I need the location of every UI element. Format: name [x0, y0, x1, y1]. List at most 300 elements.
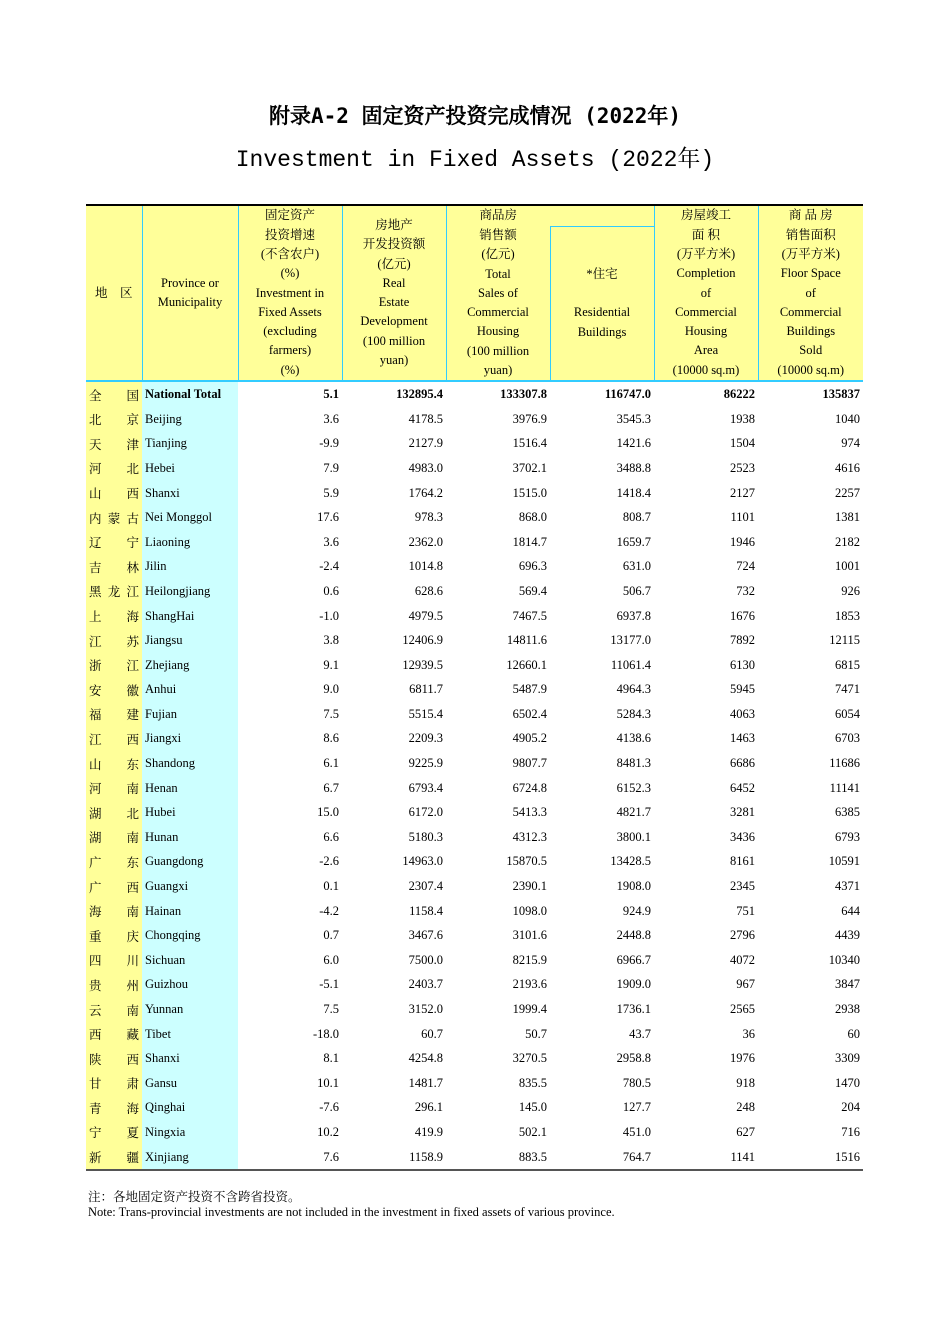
- value-cell: 1516: [758, 1145, 863, 1171]
- region-en-cell: Gansu: [142, 1071, 238, 1096]
- region-en-cell: Hainan: [142, 899, 238, 924]
- value-cell: -1.0: [319, 608, 339, 623]
- value-cell: 4616: [835, 460, 860, 475]
- table-row: [86, 751, 863, 776]
- header-line: Buildings: [577, 324, 627, 339]
- header-line: (100 million: [362, 333, 426, 348]
- total-row: [86, 381, 863, 407]
- value-cell: 2127: [730, 485, 755, 500]
- table-row: [86, 432, 863, 457]
- header-line: yuan): [483, 363, 513, 378]
- value-cell: 2209.3: [408, 731, 443, 746]
- value-cell: 974: [841, 436, 860, 451]
- region-cn-header: 地 区: [86, 205, 142, 381]
- header-line: 面 积: [691, 227, 721, 242]
- table-row: [86, 530, 863, 555]
- header-line: 开发投资额: [362, 237, 426, 252]
- value-cell: 1659.7: [616, 534, 651, 549]
- header-line: Sales of: [478, 285, 518, 300]
- investment-table: [86, 204, 863, 1171]
- value-cell: 1158.9: [342, 1145, 446, 1171]
- value-cell: 1481.7: [408, 1075, 443, 1090]
- value-cell: 1814.7: [512, 534, 547, 549]
- table-row: [86, 456, 863, 481]
- value-cell: 3847: [835, 977, 860, 992]
- col4-header: [550, 226, 654, 381]
- region-en-cell: Tibet: [142, 1022, 238, 1047]
- value-cell: 4439: [835, 928, 860, 943]
- value-cell: 11686: [829, 756, 860, 771]
- region-cn-cell: 山东: [86, 751, 142, 776]
- table-row: [86, 628, 863, 653]
- region-cn-cell: 海南: [86, 899, 142, 924]
- header-line: Completion: [676, 266, 736, 281]
- value-cell: 4371: [835, 879, 860, 894]
- value-cell: 3976.9: [512, 411, 547, 426]
- value-cell: 3.6: [323, 534, 339, 549]
- value-cell: 2565: [730, 1002, 755, 1017]
- header-line: 商 品 房: [788, 208, 833, 223]
- col2-header: [342, 205, 446, 381]
- value-cell: 2182: [835, 534, 860, 549]
- table-row: [86, 776, 863, 801]
- value-cell: 6811.7: [409, 682, 443, 697]
- value-cell: 9.0: [323, 682, 339, 697]
- value-cell: 1938: [730, 411, 755, 426]
- region-cn-cell: 湖南: [86, 825, 142, 850]
- table-row: [86, 850, 863, 875]
- table-row: [86, 727, 863, 752]
- value-cell: 2523: [730, 460, 755, 475]
- value-cell: 6385: [835, 805, 860, 820]
- value-cell: 780.5: [622, 1075, 651, 1090]
- value-cell: 569.4: [518, 583, 547, 598]
- value-cell: 732: [736, 583, 755, 598]
- value-cell: 5.1: [238, 381, 342, 407]
- region-cn-cell: 北京: [86, 407, 142, 432]
- region-cn-cell: 安徽: [86, 678, 142, 703]
- value-cell: 967: [736, 977, 755, 992]
- value-cell: 1470: [835, 1075, 860, 1090]
- value-cell: 204: [841, 1100, 860, 1115]
- value-cell: 6.6: [323, 829, 339, 844]
- header-line: Estate: [378, 295, 410, 310]
- value-cell: 631.0: [622, 559, 651, 574]
- value-cell: 808.7: [622, 510, 651, 525]
- value-cell: 1676: [730, 608, 755, 623]
- value-cell: 751: [736, 903, 755, 918]
- value-cell: 15870.5: [506, 854, 547, 869]
- region-en-cell: Zhejiang: [142, 653, 238, 678]
- region-cn-cell: 浙江: [86, 653, 142, 678]
- table-row: [86, 579, 863, 604]
- header-line: Housing: [684, 324, 728, 339]
- header-line: of: [700, 285, 712, 300]
- region-en-cell: Shanxi: [142, 1046, 238, 1071]
- region-en-cell: Guangdong: [142, 850, 238, 875]
- value-cell: 4821.7: [616, 805, 651, 820]
- value-cell: 17.6: [317, 510, 339, 525]
- value-cell: 1158.4: [409, 903, 443, 918]
- value-cell: 6172.0: [408, 805, 443, 820]
- value-cell: -4.2: [319, 903, 339, 918]
- value-cell: 1946: [730, 534, 755, 549]
- region-cn-cell: 天津: [86, 432, 142, 457]
- region-en-cell: Yunnan: [142, 997, 238, 1022]
- header-line: Buildings: [786, 324, 836, 339]
- value-cell: 835.5: [518, 1075, 547, 1090]
- value-cell: 50.7: [525, 1026, 547, 1041]
- value-cell: 1909.0: [616, 977, 651, 992]
- value-cell: 2958.8: [616, 1051, 651, 1066]
- region-en-cell: Xinjiang: [142, 1145, 238, 1171]
- region-cn-cell: 四川: [86, 948, 142, 973]
- value-cell: 1504: [730, 436, 755, 451]
- header-line: (100 million: [466, 343, 530, 358]
- value-cell: 6.7: [323, 780, 339, 795]
- value-cell: 1001: [835, 559, 860, 574]
- value-cell: 1381: [835, 510, 860, 525]
- region-cn-cell: 陕西: [86, 1046, 142, 1071]
- value-cell: 1014.8: [408, 559, 443, 574]
- table-body: [86, 381, 863, 1170]
- header-line: yuan): [379, 353, 409, 368]
- value-cell: -2.4: [319, 559, 339, 574]
- value-cell: 6815: [835, 657, 860, 672]
- table-row: [86, 1145, 863, 1171]
- value-cell: 9807.7: [512, 756, 547, 771]
- region-cn-cell: 甘肃: [86, 1071, 142, 1096]
- region-en-cell: ShangHai: [142, 604, 238, 629]
- value-cell: 2257: [835, 485, 860, 500]
- value-cell: 4312.3: [512, 829, 547, 844]
- value-cell: 924.9: [622, 903, 651, 918]
- header-line: 投资增速: [264, 227, 315, 242]
- value-cell: 7.6: [238, 1145, 342, 1171]
- header-line: Floor Space: [780, 266, 841, 281]
- value-cell: 3436: [730, 829, 755, 844]
- header-line: 房屋竣工: [680, 208, 731, 223]
- table-row: [86, 653, 863, 678]
- value-cell: 8215.9: [512, 952, 547, 967]
- col3-header-line1: 商品房: [479, 208, 517, 222]
- value-cell: 6703: [835, 731, 860, 746]
- region-cn-cell: 广东: [86, 850, 142, 875]
- region-en-cell: Jiangsu: [142, 628, 238, 653]
- value-cell: -9.9: [319, 436, 339, 451]
- value-cell: 419.9: [414, 1124, 443, 1139]
- region-cn-cell: 河南: [86, 776, 142, 801]
- header-line: Investment in: [255, 285, 325, 300]
- value-cell: 3.6: [323, 411, 339, 426]
- value-cell: 4138.6: [616, 731, 651, 746]
- value-cell: 8.1: [323, 1051, 339, 1066]
- value-cell: 716: [841, 1124, 860, 1139]
- header-line: (亿元): [481, 247, 515, 262]
- value-cell: 7467.5: [512, 608, 547, 623]
- region-cn-cell: 吉林: [86, 555, 142, 580]
- value-cell: -5.1: [319, 977, 339, 992]
- header-line: (万平方米): [781, 246, 840, 261]
- value-cell: 6686: [730, 756, 755, 771]
- value-cell: 15.0: [317, 805, 339, 820]
- value-cell: 6.1: [323, 756, 339, 771]
- table-row: [86, 604, 863, 629]
- table-row: [86, 948, 863, 973]
- table-row: [86, 899, 863, 924]
- table-row: [86, 702, 863, 727]
- value-cell: 11061.4: [610, 657, 651, 672]
- page-title-en: Investment in Fixed Assets (2022年): [235, 147, 715, 173]
- value-cell: 8161: [730, 854, 755, 869]
- region-en-cell: Chongqing: [142, 923, 238, 948]
- region-cn-cell: 江苏: [86, 628, 142, 653]
- header-line: (10000 sq.m): [777, 362, 845, 377]
- value-cell: 4063: [730, 706, 755, 721]
- value-cell: 4072: [730, 952, 755, 967]
- header-row-top: [86, 205, 863, 226]
- table-row: [86, 923, 863, 948]
- value-cell: 6152.3: [616, 780, 651, 795]
- region-en-cell: Hunan: [142, 825, 238, 850]
- value-cell: 1736.1: [616, 1002, 651, 1017]
- value-cell: 868.0: [518, 510, 547, 525]
- value-cell: 6793: [835, 829, 860, 844]
- region-en-cell: Hubei: [142, 800, 238, 825]
- header-line: Residential: [573, 305, 631, 320]
- table-row: [86, 505, 863, 530]
- value-cell: 4979.5: [408, 608, 443, 623]
- value-cell: 5284.3: [616, 706, 651, 721]
- region-cn-cell: 重庆: [86, 923, 142, 948]
- value-cell: 4983.0: [408, 460, 443, 475]
- value-cell: 5515.4: [408, 706, 443, 721]
- value-cell: 2193.6: [512, 977, 547, 992]
- value-cell: 926: [841, 583, 860, 598]
- table-row: [86, 800, 863, 825]
- value-cell: 5413.3: [512, 805, 547, 820]
- value-cell: 3800.1: [616, 829, 651, 844]
- header-line: (10000 sq.m): [672, 362, 740, 377]
- value-cell: 4254.8: [408, 1051, 443, 1066]
- region-en-cell: Heilongjiang: [142, 579, 238, 604]
- value-cell: 7471: [835, 682, 860, 697]
- value-cell: 2362.0: [408, 534, 443, 549]
- value-cell: 127.7: [622, 1100, 651, 1115]
- value-cell: 4905.2: [512, 731, 547, 746]
- header-line: Housing: [476, 324, 520, 339]
- col5-header: [654, 205, 758, 381]
- value-cell: 764.7: [550, 1145, 654, 1171]
- header-line: *住宅: [586, 266, 618, 281]
- value-cell: 1421.6: [616, 436, 651, 451]
- header-line: 固定资产: [264, 208, 315, 223]
- table-row: [86, 481, 863, 506]
- col6-header: [758, 205, 863, 381]
- header-line: 房地产: [375, 218, 413, 232]
- table-row: [86, 874, 863, 899]
- value-cell: 2938: [835, 1002, 860, 1017]
- value-cell: -2.6: [319, 854, 339, 869]
- region-en-cell: Jiangxi: [142, 727, 238, 752]
- region-en-cell: Liaoning: [142, 530, 238, 555]
- value-cell: 12939.5: [402, 657, 443, 672]
- value-cell: 7.9: [323, 460, 339, 475]
- header-line: Total: [485, 266, 511, 281]
- header-line: (不含农户): [260, 246, 320, 261]
- region-cn-cell: 全国: [86, 381, 142, 407]
- value-cell: 6793.4: [408, 780, 443, 795]
- value-cell: 133307.8: [446, 381, 550, 407]
- table-row: [86, 678, 863, 703]
- region-cn-cell: 宁夏: [86, 1120, 142, 1145]
- value-cell: 1976: [730, 1051, 755, 1066]
- value-cell: 3702.1: [512, 460, 547, 475]
- table-row: [86, 1022, 863, 1047]
- value-cell: 10591: [828, 854, 860, 869]
- region-en-cell: Guangxi: [142, 874, 238, 899]
- region-cn-cell: 黑龙江: [86, 579, 142, 604]
- value-cell: 1040: [835, 411, 860, 426]
- value-cell: 1141: [654, 1145, 758, 1171]
- value-cell: 12115: [829, 633, 860, 648]
- header-line: Sold: [799, 343, 823, 358]
- value-cell: 7.5: [323, 1002, 339, 1017]
- col3-header: [446, 226, 550, 381]
- table-row: [86, 1071, 863, 1096]
- value-cell: 5.9: [323, 485, 339, 500]
- table-row: [86, 555, 863, 580]
- value-cell: 0.6: [323, 583, 339, 598]
- value-cell: 36: [742, 1026, 755, 1041]
- value-cell: 2307.4: [408, 879, 443, 894]
- value-cell: 6502.4: [512, 706, 547, 721]
- value-cell: -7.6: [319, 1100, 339, 1115]
- value-cell: 14811.6: [506, 633, 547, 648]
- value-cell: 132895.4: [342, 381, 446, 407]
- region-cn-cell: 辽宁: [86, 530, 142, 555]
- region-en-header: Province or Municipality: [142, 205, 238, 381]
- region-cn-cell: 上海: [86, 604, 142, 629]
- value-cell: 724: [736, 559, 755, 574]
- value-cell: 3281: [730, 805, 755, 820]
- value-cell: 6130: [730, 657, 755, 672]
- value-cell: 12406.9: [402, 633, 443, 648]
- value-cell: 2345: [730, 879, 755, 894]
- value-cell: 2403.7: [408, 977, 443, 992]
- value-cell: 1101: [730, 510, 755, 525]
- value-cell: 8.6: [323, 731, 339, 746]
- region-en-cell: Guizhou: [142, 973, 238, 998]
- value-cell: 1515.0: [512, 485, 547, 500]
- value-cell: 3488.8: [616, 460, 651, 475]
- value-cell: 3152.0: [408, 1002, 443, 1017]
- region-en-cell: Anhui: [142, 678, 238, 703]
- value-cell: 116747.0: [550, 381, 654, 407]
- header-line: Real: [382, 275, 406, 290]
- value-cell: 13428.5: [610, 854, 651, 869]
- value-cell: 2796: [730, 928, 755, 943]
- value-cell: 1764.2: [408, 485, 443, 500]
- value-cell: 9225.9: [408, 756, 443, 771]
- region-cn-cell: 山西: [86, 481, 142, 506]
- region-cn-cell: 广西: [86, 874, 142, 899]
- region-cn-cell: 湖北: [86, 800, 142, 825]
- value-cell: 60.7: [421, 1026, 443, 1041]
- value-cell: 135837: [758, 381, 863, 407]
- value-cell: 8481.3: [616, 756, 651, 771]
- value-cell: 918: [736, 1075, 755, 1090]
- value-cell: 3309: [835, 1051, 860, 1066]
- table-row: [86, 407, 863, 432]
- value-cell: 6724.8: [512, 780, 547, 795]
- value-cell: 2390.1: [512, 879, 547, 894]
- value-cell: 644: [841, 903, 860, 918]
- table-row: [86, 825, 863, 850]
- value-cell: 10.1: [317, 1075, 339, 1090]
- value-cell: 5487.9: [512, 682, 547, 697]
- header-line: (亿元): [377, 256, 411, 271]
- region-en-cell: Nei Monggol: [142, 505, 238, 530]
- value-cell: 6054: [835, 706, 860, 721]
- value-cell: 506.7: [622, 583, 651, 598]
- value-cell: 0.7: [323, 928, 339, 943]
- value-cell: 43.7: [629, 1026, 651, 1041]
- note-en: Note: Trans-provincial investments are not included in the investment in fixed assets of various province.: [88, 1205, 615, 1219]
- header-line: farmers): [268, 343, 312, 358]
- header-line: Development: [360, 314, 428, 329]
- region-cn-cell: 内蒙古: [86, 505, 142, 530]
- value-cell: 1908.0: [616, 879, 651, 894]
- header-line: 销售额: [479, 228, 517, 242]
- value-cell: 145.0: [518, 1100, 547, 1115]
- header-line: Area: [693, 343, 719, 358]
- table-row: [86, 1046, 863, 1071]
- value-cell: 1853: [835, 608, 860, 623]
- value-cell: 3101.6: [512, 928, 547, 943]
- region-en-cell: Shandong: [142, 751, 238, 776]
- region-cn-cell: 云南: [86, 997, 142, 1022]
- header-line: (excluding: [263, 324, 317, 339]
- value-cell: 1516.4: [512, 436, 547, 451]
- value-cell: 3270.5: [512, 1051, 547, 1066]
- value-cell: 6452: [730, 780, 755, 795]
- page-title-cn: 附录A-2 固定资产投资完成情况 (2022年): [268, 104, 682, 128]
- value-cell: 3545.3: [616, 411, 651, 426]
- region-en-cell: Sichuan: [142, 948, 238, 973]
- value-cell: 451.0: [622, 1124, 651, 1139]
- col1-header: [238, 205, 342, 381]
- region-en-cell: Hebei: [142, 456, 238, 481]
- col3-header-top: [446, 205, 550, 226]
- header-line: Commercial: [779, 304, 842, 319]
- value-cell: 7.5: [323, 706, 339, 721]
- table-row: [86, 997, 863, 1022]
- value-cell: 13177.0: [610, 633, 651, 648]
- table-row: [86, 1120, 863, 1145]
- value-cell: 1463: [730, 731, 755, 746]
- region-cn-cell: 青海: [86, 1096, 142, 1121]
- value-cell: 2448.8: [616, 928, 651, 943]
- value-cell: 627: [736, 1124, 755, 1139]
- value-cell: 3467.6: [408, 928, 443, 943]
- value-cell: 978.3: [414, 510, 443, 525]
- header-line: of: [805, 285, 816, 300]
- value-cell: 6937.8: [616, 608, 651, 623]
- region-en-cell: Tianjing: [142, 432, 238, 457]
- region-en-cell: Shanxi: [142, 481, 238, 506]
- value-cell: 14963.0: [402, 854, 443, 869]
